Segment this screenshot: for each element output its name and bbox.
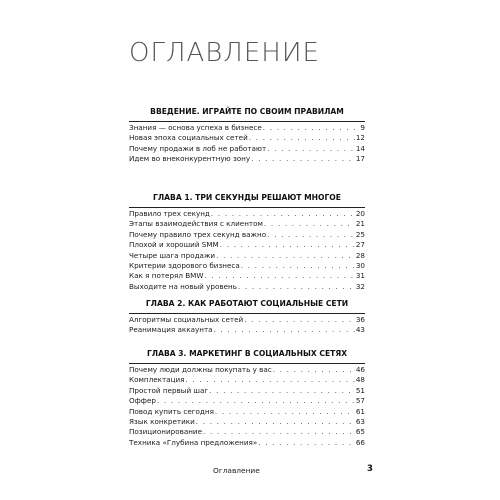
toc-section-introduction xyxy=(129,106,365,165)
toc-entry[interactable] xyxy=(129,133,365,143)
toc-entry-list xyxy=(129,207,365,292)
dot-leader xyxy=(258,438,355,448)
section-heading: ГЛАВА 1. ТРИ СЕКУНДЫ РЕШАЮТ МНОГОЕ xyxy=(153,193,341,202)
entry-title: Алгоритмы социальных сетей xyxy=(129,315,244,324)
entry-title: Новая эпоха социальных сетей xyxy=(129,133,248,143)
dot-leader xyxy=(249,133,355,143)
toc-entry[interactable] xyxy=(129,123,365,133)
dot-leader xyxy=(251,154,355,164)
entry-title: Этапы взаимодействия с клиентом xyxy=(129,219,263,229)
dot-leader xyxy=(244,315,355,325)
entry-page-number: 46 xyxy=(355,365,365,374)
toc-entry[interactable] xyxy=(129,315,365,325)
dot-leader xyxy=(196,417,355,427)
entry-page-number: 31 xyxy=(355,271,365,281)
entry-title: Критерии здорового бизнеса xyxy=(129,261,240,271)
dot-leader xyxy=(267,230,355,240)
entry-page-number: 48 xyxy=(355,375,365,385)
toc-entry[interactable] xyxy=(129,417,365,427)
toc-entry[interactable] xyxy=(129,438,365,448)
toc-entry[interactable] xyxy=(129,407,365,417)
page-number: 3 xyxy=(367,464,373,474)
dot-leader xyxy=(216,251,355,261)
dot-leader xyxy=(185,375,354,385)
dot-leader xyxy=(220,240,355,250)
entry-page-number: 25 xyxy=(355,229,365,239)
dot-leader xyxy=(211,209,355,219)
entry-page-number: 65 xyxy=(355,427,365,437)
entry-page-number: 32 xyxy=(355,281,365,291)
dot-leader xyxy=(267,144,355,154)
entry-title: Оффер xyxy=(129,396,156,406)
entry-title: Простой первый шаг xyxy=(129,385,209,395)
section-heading: ВВЕДЕНИЕ. ИГРАЙТЕ ПО СВОИМ ПРАВИЛАМ xyxy=(150,107,344,116)
entry-title: Техника «Глубина предложения» xyxy=(129,437,258,447)
entry-title: Язык конкретики xyxy=(129,417,195,427)
toc-entry[interactable] xyxy=(129,427,365,437)
toc-entry[interactable] xyxy=(129,386,365,396)
section-heading: ГЛАВА 3. МАРКЕТИНГ В СОЦИАЛЬНЫХ СЕТЯХ xyxy=(146,349,348,358)
toc-entry[interactable] xyxy=(129,396,365,406)
toc-entry[interactable] xyxy=(129,240,365,250)
entry-title: Почему люди должны покупать у вас xyxy=(129,365,272,374)
entry-title: Почему продажи в лоб не работают xyxy=(129,143,267,153)
entry-title: Четыре шага продажи xyxy=(129,250,216,260)
toc-entry-list xyxy=(129,363,365,448)
entry-page-number: 43 xyxy=(355,325,365,335)
toc-section-chapter-2 xyxy=(129,298,365,336)
toc-entry[interactable] xyxy=(129,261,365,271)
toc-entry[interactable] xyxy=(129,282,365,292)
toc-entry[interactable] xyxy=(129,375,365,385)
entry-title: Позиционирование xyxy=(129,427,203,437)
entry-page-number: 9 xyxy=(360,123,365,132)
toc-section-chapter-1 xyxy=(129,192,365,292)
entry-title: Знания — основа успеха в бизнесе xyxy=(129,123,262,132)
entry-page-number: 36 xyxy=(355,315,365,324)
entry-title: Правило трех секунд xyxy=(129,209,210,218)
dot-leader xyxy=(214,325,355,335)
dot-leader xyxy=(204,271,354,281)
dot-leader xyxy=(263,123,360,133)
running-footer: Оглавление xyxy=(213,466,260,475)
entry-page-number: 63 xyxy=(355,417,365,427)
section-heading: ГЛАВА 2. КАК РАБОТАЮТ СОЦИАЛЬНЫЕ СЕТИ xyxy=(145,299,349,308)
entry-page-number: 14 xyxy=(355,143,365,153)
toc-entry[interactable] xyxy=(129,230,365,240)
toc-entry[interactable] xyxy=(129,209,365,219)
dot-leader xyxy=(238,282,355,292)
entry-page-number: 61 xyxy=(355,406,365,416)
toc-entry[interactable] xyxy=(129,154,365,164)
page-title: ОГЛАВЛЕНИЕ xyxy=(129,38,320,68)
entry-page-number: 57 xyxy=(355,396,365,406)
entry-page-number: 20 xyxy=(355,209,365,218)
entry-page-number: 28 xyxy=(355,250,365,260)
dot-leader xyxy=(203,427,355,437)
toc-section-chapter-3 xyxy=(129,348,365,448)
toc-entry-list xyxy=(129,121,365,165)
dot-leader xyxy=(209,386,355,396)
entry-title: Комплектация xyxy=(129,375,185,385)
entry-title: Плохой и хороший SMM xyxy=(129,240,219,250)
toc-entry-list xyxy=(129,313,365,336)
toc-entry[interactable] xyxy=(129,144,365,154)
dot-leader xyxy=(273,365,355,375)
toc-entry[interactable] xyxy=(129,325,365,335)
dot-leader xyxy=(215,407,355,417)
entry-page-number: 66 xyxy=(355,437,365,447)
toc-entry[interactable] xyxy=(129,365,365,375)
entry-title: Реанимация аккаунта xyxy=(129,325,213,335)
entry-page-number: 27 xyxy=(355,240,365,250)
toc-entry[interactable] xyxy=(129,271,365,281)
entry-title: Повод купить сегодня xyxy=(129,406,214,416)
entry-title: Выходите на новый уровень xyxy=(129,281,237,291)
dot-leader xyxy=(264,219,355,229)
toc-entry[interactable] xyxy=(129,219,365,229)
entry-page-number: 51 xyxy=(355,385,365,395)
toc-entry[interactable] xyxy=(129,251,365,261)
entry-title: Почему правило трех секунд важно xyxy=(129,229,267,239)
entry-page-number: 30 xyxy=(355,261,365,271)
entry-page-number: 12 xyxy=(355,133,365,143)
dot-leader xyxy=(241,261,355,271)
entry-title: Идем во внеконкурентную зону xyxy=(129,154,251,164)
entry-page-number: 21 xyxy=(355,219,365,229)
entry-title: Как я потерял BMW xyxy=(129,271,204,281)
entry-page-number: 17 xyxy=(355,154,365,164)
dot-leader xyxy=(157,396,355,406)
